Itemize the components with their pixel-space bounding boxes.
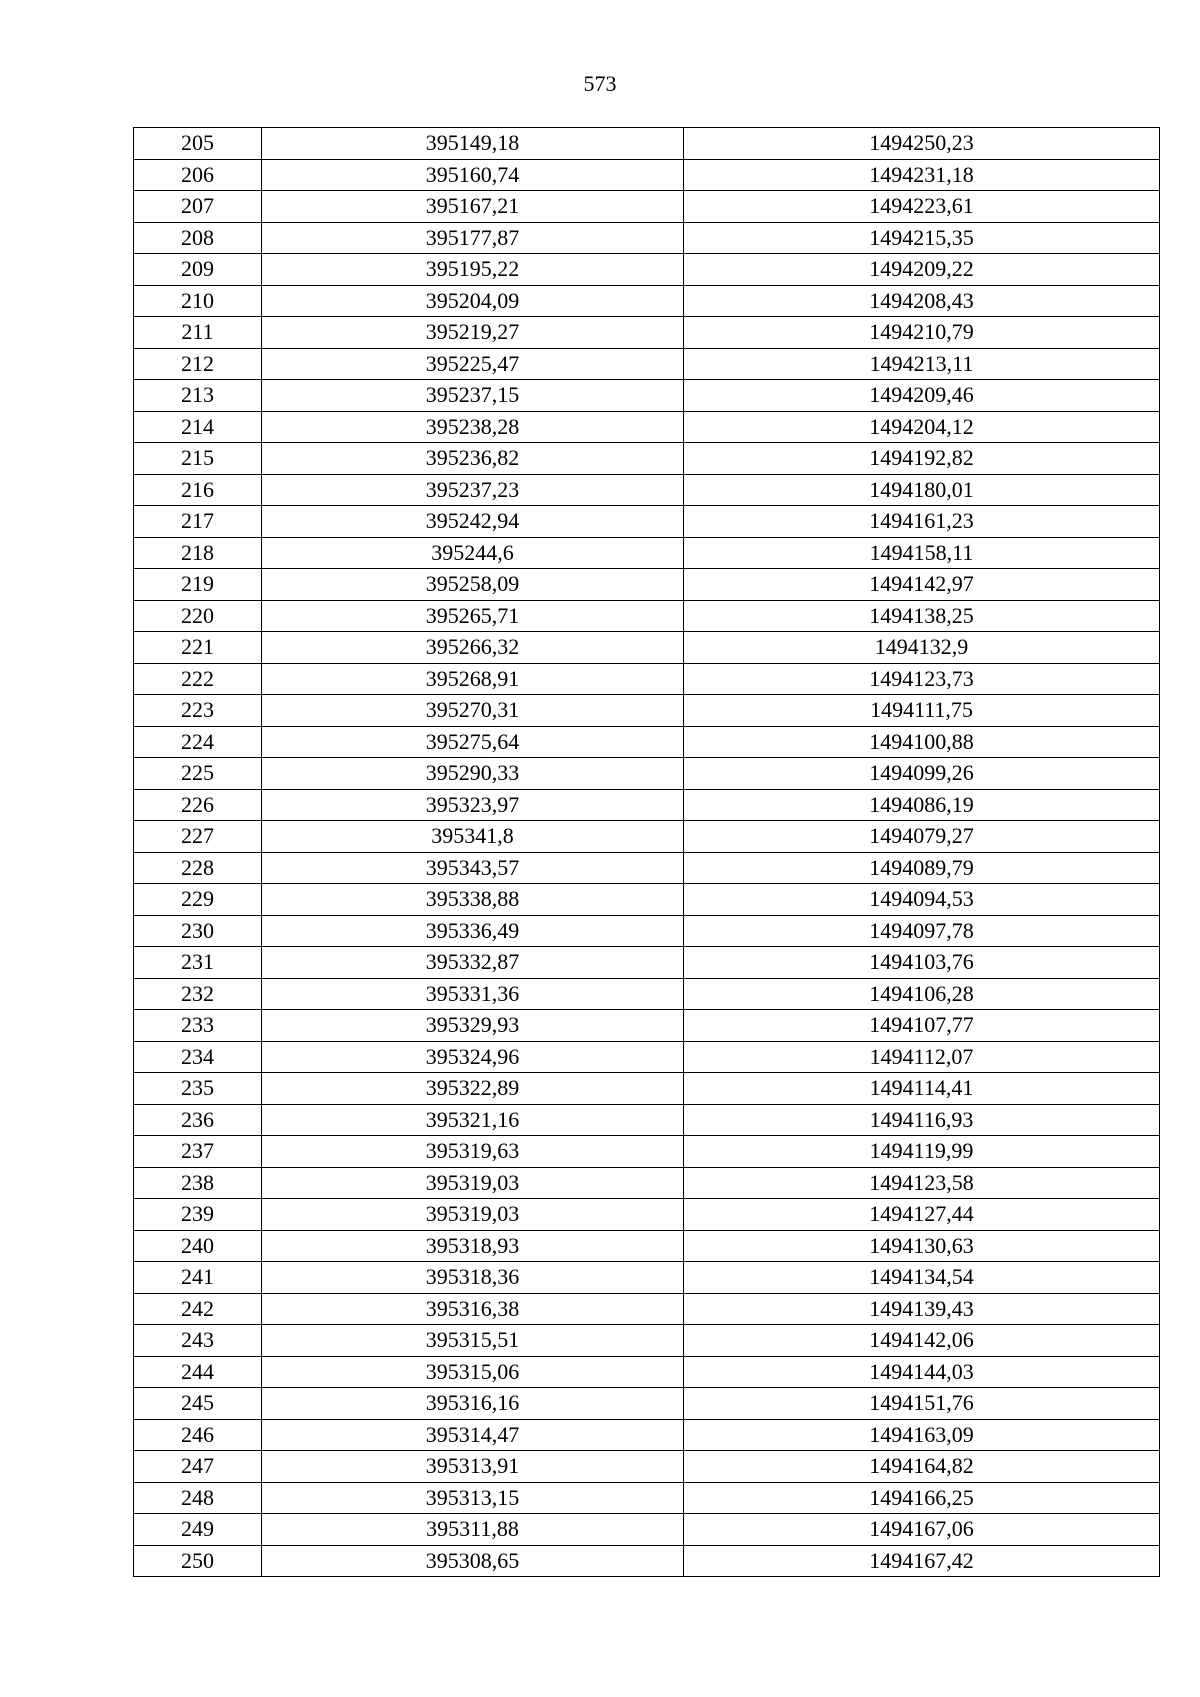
table-row [134,1010,1160,1042]
y-coordinate-cell: 1494094,53 [684,884,1160,916]
table-row [134,1356,1160,1388]
x-coordinate-cell: 395266,32 [262,632,684,664]
table-row [134,1073,1160,1105]
point-number-cell: 220 [134,600,262,632]
point-number-cell: 234 [134,1041,262,1073]
x-coordinate-cell: 395160,74 [262,159,684,191]
table-row [134,632,1160,664]
point-number-cell: 223 [134,695,262,727]
x-coordinate-cell: 395311,88 [262,1514,684,1546]
y-coordinate-cell: 1494123,58 [684,1167,1160,1199]
table-row [134,978,1160,1010]
point-number-cell: 237 [134,1136,262,1168]
table-row [134,1514,1160,1546]
table-row [134,789,1160,821]
x-coordinate-cell: 395258,09 [262,569,684,601]
y-coordinate-cell: 1494163,09 [684,1419,1160,1451]
x-coordinate-cell: 395316,38 [262,1293,684,1325]
table-row [134,380,1160,412]
point-number-cell: 246 [134,1419,262,1451]
point-number-cell: 240 [134,1230,262,1262]
point-number-cell: 243 [134,1325,262,1357]
table-row [134,600,1160,632]
x-coordinate-cell: 395308,65 [262,1545,684,1577]
table-row [134,663,1160,695]
y-coordinate-cell: 1494142,97 [684,569,1160,601]
table-row [134,1104,1160,1136]
x-coordinate-cell: 395313,91 [262,1451,684,1483]
table-row [134,1262,1160,1294]
y-coordinate-cell: 1494134,54 [684,1262,1160,1294]
x-coordinate-cell: 395242,94 [262,506,684,538]
y-coordinate-cell: 1494114,41 [684,1073,1160,1105]
table-row [134,1199,1160,1231]
point-number-cell: 212 [134,348,262,380]
y-coordinate-cell: 1494123,73 [684,663,1160,695]
y-coordinate-cell: 1494180,01 [684,474,1160,506]
y-coordinate-cell: 1494130,63 [684,1230,1160,1262]
y-coordinate-cell: 1494231,18 [684,159,1160,191]
x-coordinate-cell: 395237,15 [262,380,684,412]
y-coordinate-cell: 1494103,76 [684,947,1160,979]
table-row [134,506,1160,538]
point-number-cell: 221 [134,632,262,664]
coordinates-table-body [134,128,1160,1577]
y-coordinate-cell: 1494127,44 [684,1199,1160,1231]
x-coordinate-cell: 395149,18 [262,128,684,160]
point-number-cell: 241 [134,1262,262,1294]
table-row [134,726,1160,758]
y-coordinate-cell: 1494132,9 [684,632,1160,664]
y-coordinate-cell: 1494139,43 [684,1293,1160,1325]
y-coordinate-cell: 1494167,42 [684,1545,1160,1577]
y-coordinate-cell: 1494100,88 [684,726,1160,758]
point-number-cell: 229 [134,884,262,916]
point-number-cell: 226 [134,789,262,821]
x-coordinate-cell: 395238,28 [262,411,684,443]
table-row [134,222,1160,254]
y-coordinate-cell: 1494166,25 [684,1482,1160,1514]
y-coordinate-cell: 1494106,28 [684,978,1160,1010]
y-coordinate-cell: 1494086,19 [684,789,1160,821]
table-row [134,1451,1160,1483]
y-coordinate-cell: 1494144,03 [684,1356,1160,1388]
y-coordinate-cell: 1494250,23 [684,128,1160,160]
x-coordinate-cell: 395290,33 [262,758,684,790]
x-coordinate-cell: 395321,16 [262,1104,684,1136]
x-coordinate-cell: 395265,71 [262,600,684,632]
x-coordinate-cell: 395341,8 [262,821,684,853]
table-row [134,821,1160,853]
point-number-cell: 205 [134,128,262,160]
y-coordinate-cell: 1494223,61 [684,191,1160,223]
table-row [134,443,1160,475]
x-coordinate-cell: 395268,91 [262,663,684,695]
x-coordinate-cell: 395244,6 [262,537,684,569]
x-coordinate-cell: 395329,93 [262,1010,684,1042]
point-number-cell: 249 [134,1514,262,1546]
point-number-cell: 215 [134,443,262,475]
y-coordinate-cell: 1494192,82 [684,443,1160,475]
point-number-cell: 218 [134,537,262,569]
y-coordinate-cell: 1494138,25 [684,600,1160,632]
point-number-cell: 219 [134,569,262,601]
page-number: 573 [583,71,617,96]
table-row [134,348,1160,380]
table-row [134,191,1160,223]
x-coordinate-cell: 395313,15 [262,1482,684,1514]
point-number-cell: 208 [134,222,262,254]
x-coordinate-cell: 395319,03 [262,1199,684,1231]
point-number-cell: 222 [134,663,262,695]
point-number-cell: 233 [134,1010,262,1042]
x-coordinate-cell: 395314,47 [262,1419,684,1451]
point-number-cell: 236 [134,1104,262,1136]
y-coordinate-cell: 1494097,78 [684,915,1160,947]
point-number-cell: 216 [134,474,262,506]
table-row [134,1388,1160,1420]
coordinates-table [133,127,1160,1577]
point-number-cell: 225 [134,758,262,790]
y-coordinate-cell: 1494164,82 [684,1451,1160,1483]
point-number-cell: 227 [134,821,262,853]
x-coordinate-cell: 395204,09 [262,285,684,317]
table-row [134,128,1160,160]
point-number-cell: 207 [134,191,262,223]
table-row [134,1041,1160,1073]
point-number-cell: 248 [134,1482,262,1514]
point-number-cell: 206 [134,159,262,191]
table-row [134,1419,1160,1451]
y-coordinate-cell: 1494112,07 [684,1041,1160,1073]
x-coordinate-cell: 395322,89 [262,1073,684,1105]
point-number-cell: 213 [134,380,262,412]
point-number-cell: 232 [134,978,262,1010]
table-row [134,915,1160,947]
x-coordinate-cell: 395332,87 [262,947,684,979]
x-coordinate-cell: 395225,47 [262,348,684,380]
point-number-cell: 250 [134,1545,262,1577]
point-number-cell: 210 [134,285,262,317]
point-number-cell: 239 [134,1199,262,1231]
table-row [134,852,1160,884]
x-coordinate-cell: 395338,88 [262,884,684,916]
y-coordinate-cell: 1494119,99 [684,1136,1160,1168]
table-row [134,537,1160,569]
x-coordinate-cell: 395318,36 [262,1262,684,1294]
table-row [134,1545,1160,1577]
x-coordinate-cell: 395219,27 [262,317,684,349]
point-number-cell: 217 [134,506,262,538]
y-coordinate-cell: 1494215,35 [684,222,1160,254]
point-number-cell: 238 [134,1167,262,1199]
x-coordinate-cell: 395323,97 [262,789,684,821]
x-coordinate-cell: 395319,63 [262,1136,684,1168]
y-coordinate-cell: 1494210,79 [684,317,1160,349]
table-row [134,1293,1160,1325]
x-coordinate-cell: 395318,93 [262,1230,684,1262]
table-row [134,695,1160,727]
point-number-cell: 209 [134,254,262,286]
y-coordinate-cell: 1494079,27 [684,821,1160,853]
x-coordinate-cell: 395237,23 [262,474,684,506]
point-number-cell: 211 [134,317,262,349]
table-row [134,411,1160,443]
table-row [134,1136,1160,1168]
table-row [134,884,1160,916]
y-coordinate-cell: 1494089,79 [684,852,1160,884]
y-coordinate-cell: 1494142,06 [684,1325,1160,1357]
table-row [134,569,1160,601]
point-number-cell: 247 [134,1451,262,1483]
table-row [134,1167,1160,1199]
y-coordinate-cell: 1494208,43 [684,285,1160,317]
y-coordinate-cell: 1494116,93 [684,1104,1160,1136]
x-coordinate-cell: 395177,87 [262,222,684,254]
x-coordinate-cell: 395319,03 [262,1167,684,1199]
point-number-cell: 242 [134,1293,262,1325]
x-coordinate-cell: 395331,36 [262,978,684,1010]
table-row [134,1482,1160,1514]
y-coordinate-cell: 1494158,11 [684,537,1160,569]
point-number-cell: 231 [134,947,262,979]
point-number-cell: 235 [134,1073,262,1105]
table-row [134,254,1160,286]
table-row [134,285,1160,317]
x-coordinate-cell: 395315,06 [262,1356,684,1388]
point-number-cell: 244 [134,1356,262,1388]
table-row [134,474,1160,506]
table-row [134,317,1160,349]
y-coordinate-cell: 1494209,22 [684,254,1160,286]
x-coordinate-cell: 395316,16 [262,1388,684,1420]
x-coordinate-cell: 395167,21 [262,191,684,223]
y-coordinate-cell: 1494161,23 [684,506,1160,538]
y-coordinate-cell: 1494209,46 [684,380,1160,412]
table-row [134,947,1160,979]
x-coordinate-cell: 395270,31 [262,695,684,727]
table-row [134,159,1160,191]
y-coordinate-cell: 1494204,12 [684,411,1160,443]
table-row [134,1325,1160,1357]
point-number-cell: 214 [134,411,262,443]
x-coordinate-cell: 395236,82 [262,443,684,475]
point-number-cell: 245 [134,1388,262,1420]
y-coordinate-cell: 1494111,75 [684,695,1160,727]
table-row [134,758,1160,790]
point-number-cell: 228 [134,852,262,884]
x-coordinate-cell: 395324,96 [262,1041,684,1073]
table-row [134,1230,1160,1262]
y-coordinate-cell: 1494151,76 [684,1388,1160,1420]
x-coordinate-cell: 395336,49 [262,915,684,947]
y-coordinate-cell: 1494213,11 [684,348,1160,380]
x-coordinate-cell: 395275,64 [262,726,684,758]
y-coordinate-cell: 1494099,26 [684,758,1160,790]
x-coordinate-cell: 395315,51 [262,1325,684,1357]
x-coordinate-cell: 395195,22 [262,254,684,286]
y-coordinate-cell: 1494107,77 [684,1010,1160,1042]
point-number-cell: 224 [134,726,262,758]
y-coordinate-cell: 1494167,06 [684,1514,1160,1546]
point-number-cell: 230 [134,915,262,947]
x-coordinate-cell: 395343,57 [262,852,684,884]
